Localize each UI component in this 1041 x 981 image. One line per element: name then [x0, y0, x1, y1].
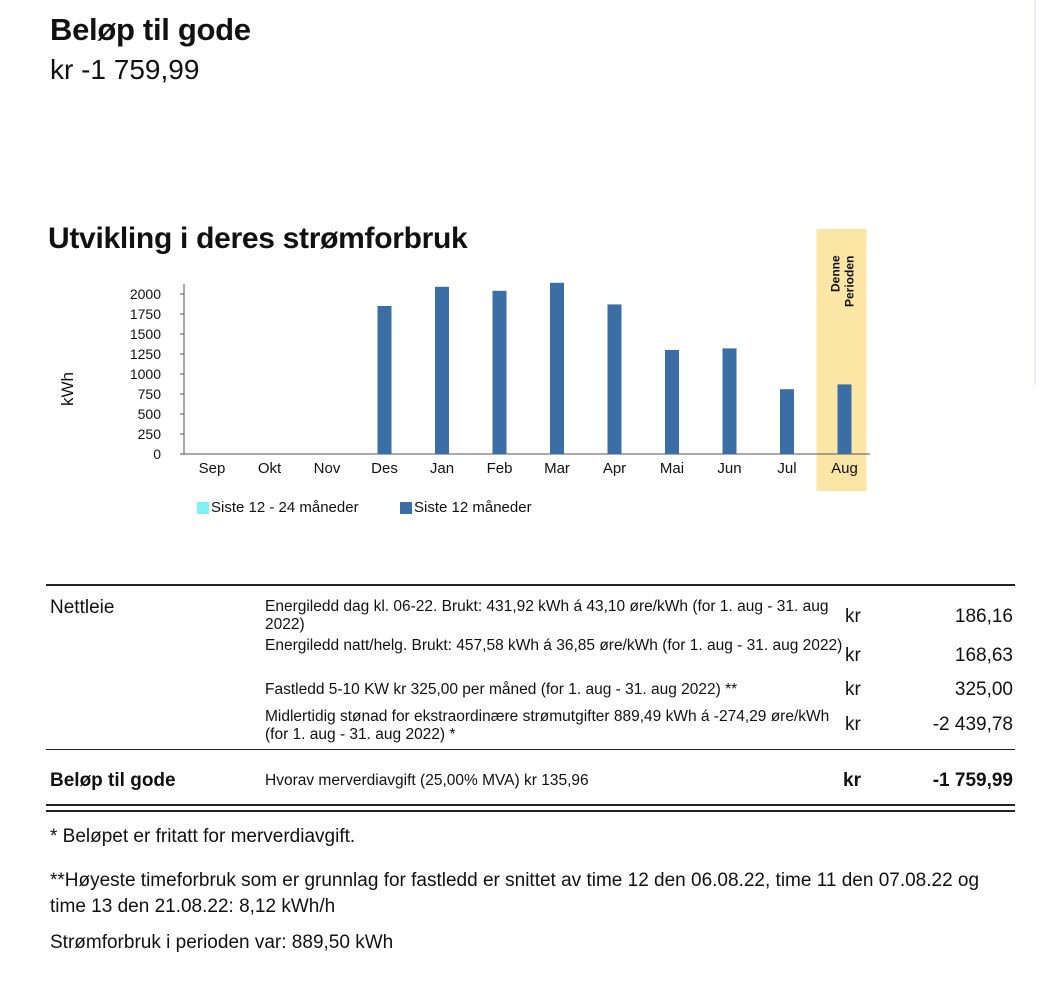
row-amount: -2 439,78 — [932, 714, 1013, 735]
bar-siste-12-maneder — [838, 384, 852, 454]
highlight-label: Denne — [828, 255, 843, 292]
total-amount: -1 759,99 — [932, 770, 1013, 791]
x-tick-label: Aug — [831, 460, 858, 477]
bar-siste-12-maneder — [723, 348, 737, 454]
bar-siste-12-maneder — [780, 389, 794, 454]
y-tick-label: 1500 — [129, 326, 161, 342]
section-label-nettleie: Nettleie — [50, 597, 115, 618]
total-currency: kr — [843, 770, 861, 791]
legend-swatch — [197, 502, 209, 514]
bar-siste-12-maneder — [665, 350, 679, 454]
x-tick-label: Des — [371, 460, 398, 477]
x-tick-label: Jul — [777, 460, 797, 477]
x-tick-label: Feb — [486, 460, 513, 477]
footnote-vat: * Beløpet er fritatt for merverdiavgift. — [50, 826, 356, 847]
row-currency: kr — [845, 606, 861, 627]
row-currency: kr — [845, 679, 861, 700]
row-desc: Fastledd 5-10 KW kr 325,00 per måned (for 1. aug - 31. aug 2022) ** — [265, 681, 738, 698]
table-middle-rule — [46, 749, 1015, 750]
row-amount: 186,16 — [954, 606, 1013, 627]
x-tick-label: Jan — [429, 460, 455, 477]
y-tick-label: 1000 — [129, 366, 161, 382]
row-desc: Midlertidig stønad for ekstraordinære strømutgifter 889,49 kWh á -274,29 øre/kWh (for 1. aug - 31. aug 2022) * — [265, 708, 830, 743]
balance-amount: kr -1 759,99 — [50, 54, 200, 85]
row-desc: Energiledd natt/helg. Brukt: 457,58 kWh á 36,85 øre/kWh (for 1. aug - 31. aug 2022) — [265, 637, 843, 654]
bar-siste-12-maneder — [550, 283, 564, 454]
chart-title: Utvikling i deres strømforbruk — [48, 222, 468, 255]
bar-siste-12-maneder — [378, 306, 392, 454]
y-tick-label: 1250 — [129, 346, 161, 362]
legend-label: Siste 12 - 24 måneder — [211, 499, 359, 516]
y-tick-label: 0 — [153, 446, 161, 462]
x-tick-label: Okt — [257, 460, 282, 477]
row-desc: Energiledd dag kl. 06-22. Brukt: 431,92 kWh á 43,10 øre/kWh (for 1. aug - 31. aug 2022) — [265, 598, 829, 633]
footnote-consumption: Strømforbruk i perioden var: 889,50 kWh — [50, 932, 394, 953]
y-tick-label: 250 — [137, 426, 161, 442]
y-axis-label: kWh — [58, 372, 77, 406]
y-tick-label: 500 — [137, 406, 161, 422]
bar-siste-12-maneder — [435, 287, 449, 454]
table-top-rule — [46, 584, 1015, 586]
row-amount: 325,00 — [954, 679, 1013, 700]
total-desc: Hvorav merverdiavgift (25,00% MVA) kr 135,96 — [265, 772, 589, 789]
x-tick-label: Apr — [602, 460, 627, 477]
table-bottom-rule-1 — [46, 804, 1015, 806]
y-tick-label: 750 — [137, 386, 161, 402]
row-currency: kr — [845, 714, 861, 735]
y-tick-label: 1750 — [129, 306, 161, 322]
balance-title: Beløp til gode — [50, 12, 251, 47]
table-bottom-rule-2 — [46, 810, 1015, 812]
x-tick-label: Mar — [544, 460, 570, 477]
footnote-peak: **Høyeste timeforbruk som er grunnlag for fastledd er snittet av time 12 den 06.08.22, time 11 den 07.08.22 og time 13 den 21.08.22: 8,12 kWh/h — [50, 870, 980, 917]
highlight-label: Perioden — [842, 255, 857, 307]
row-amount: 168,63 — [954, 645, 1013, 666]
x-tick-label: Nov — [313, 460, 341, 477]
bar-siste-12-maneder — [493, 291, 507, 454]
y-tick-label: 2000 — [129, 286, 161, 302]
legend-swatch — [400, 502, 412, 514]
row-currency: kr — [845, 645, 861, 666]
legend-label: Siste 12 måneder — [414, 499, 532, 516]
x-tick-label: Sep — [198, 460, 226, 477]
total-label: Beløp til gode — [50, 770, 176, 791]
x-tick-label: Jun — [717, 460, 742, 477]
x-tick-label: Mai — [659, 460, 685, 477]
bar-siste-12-maneder — [608, 304, 622, 454]
